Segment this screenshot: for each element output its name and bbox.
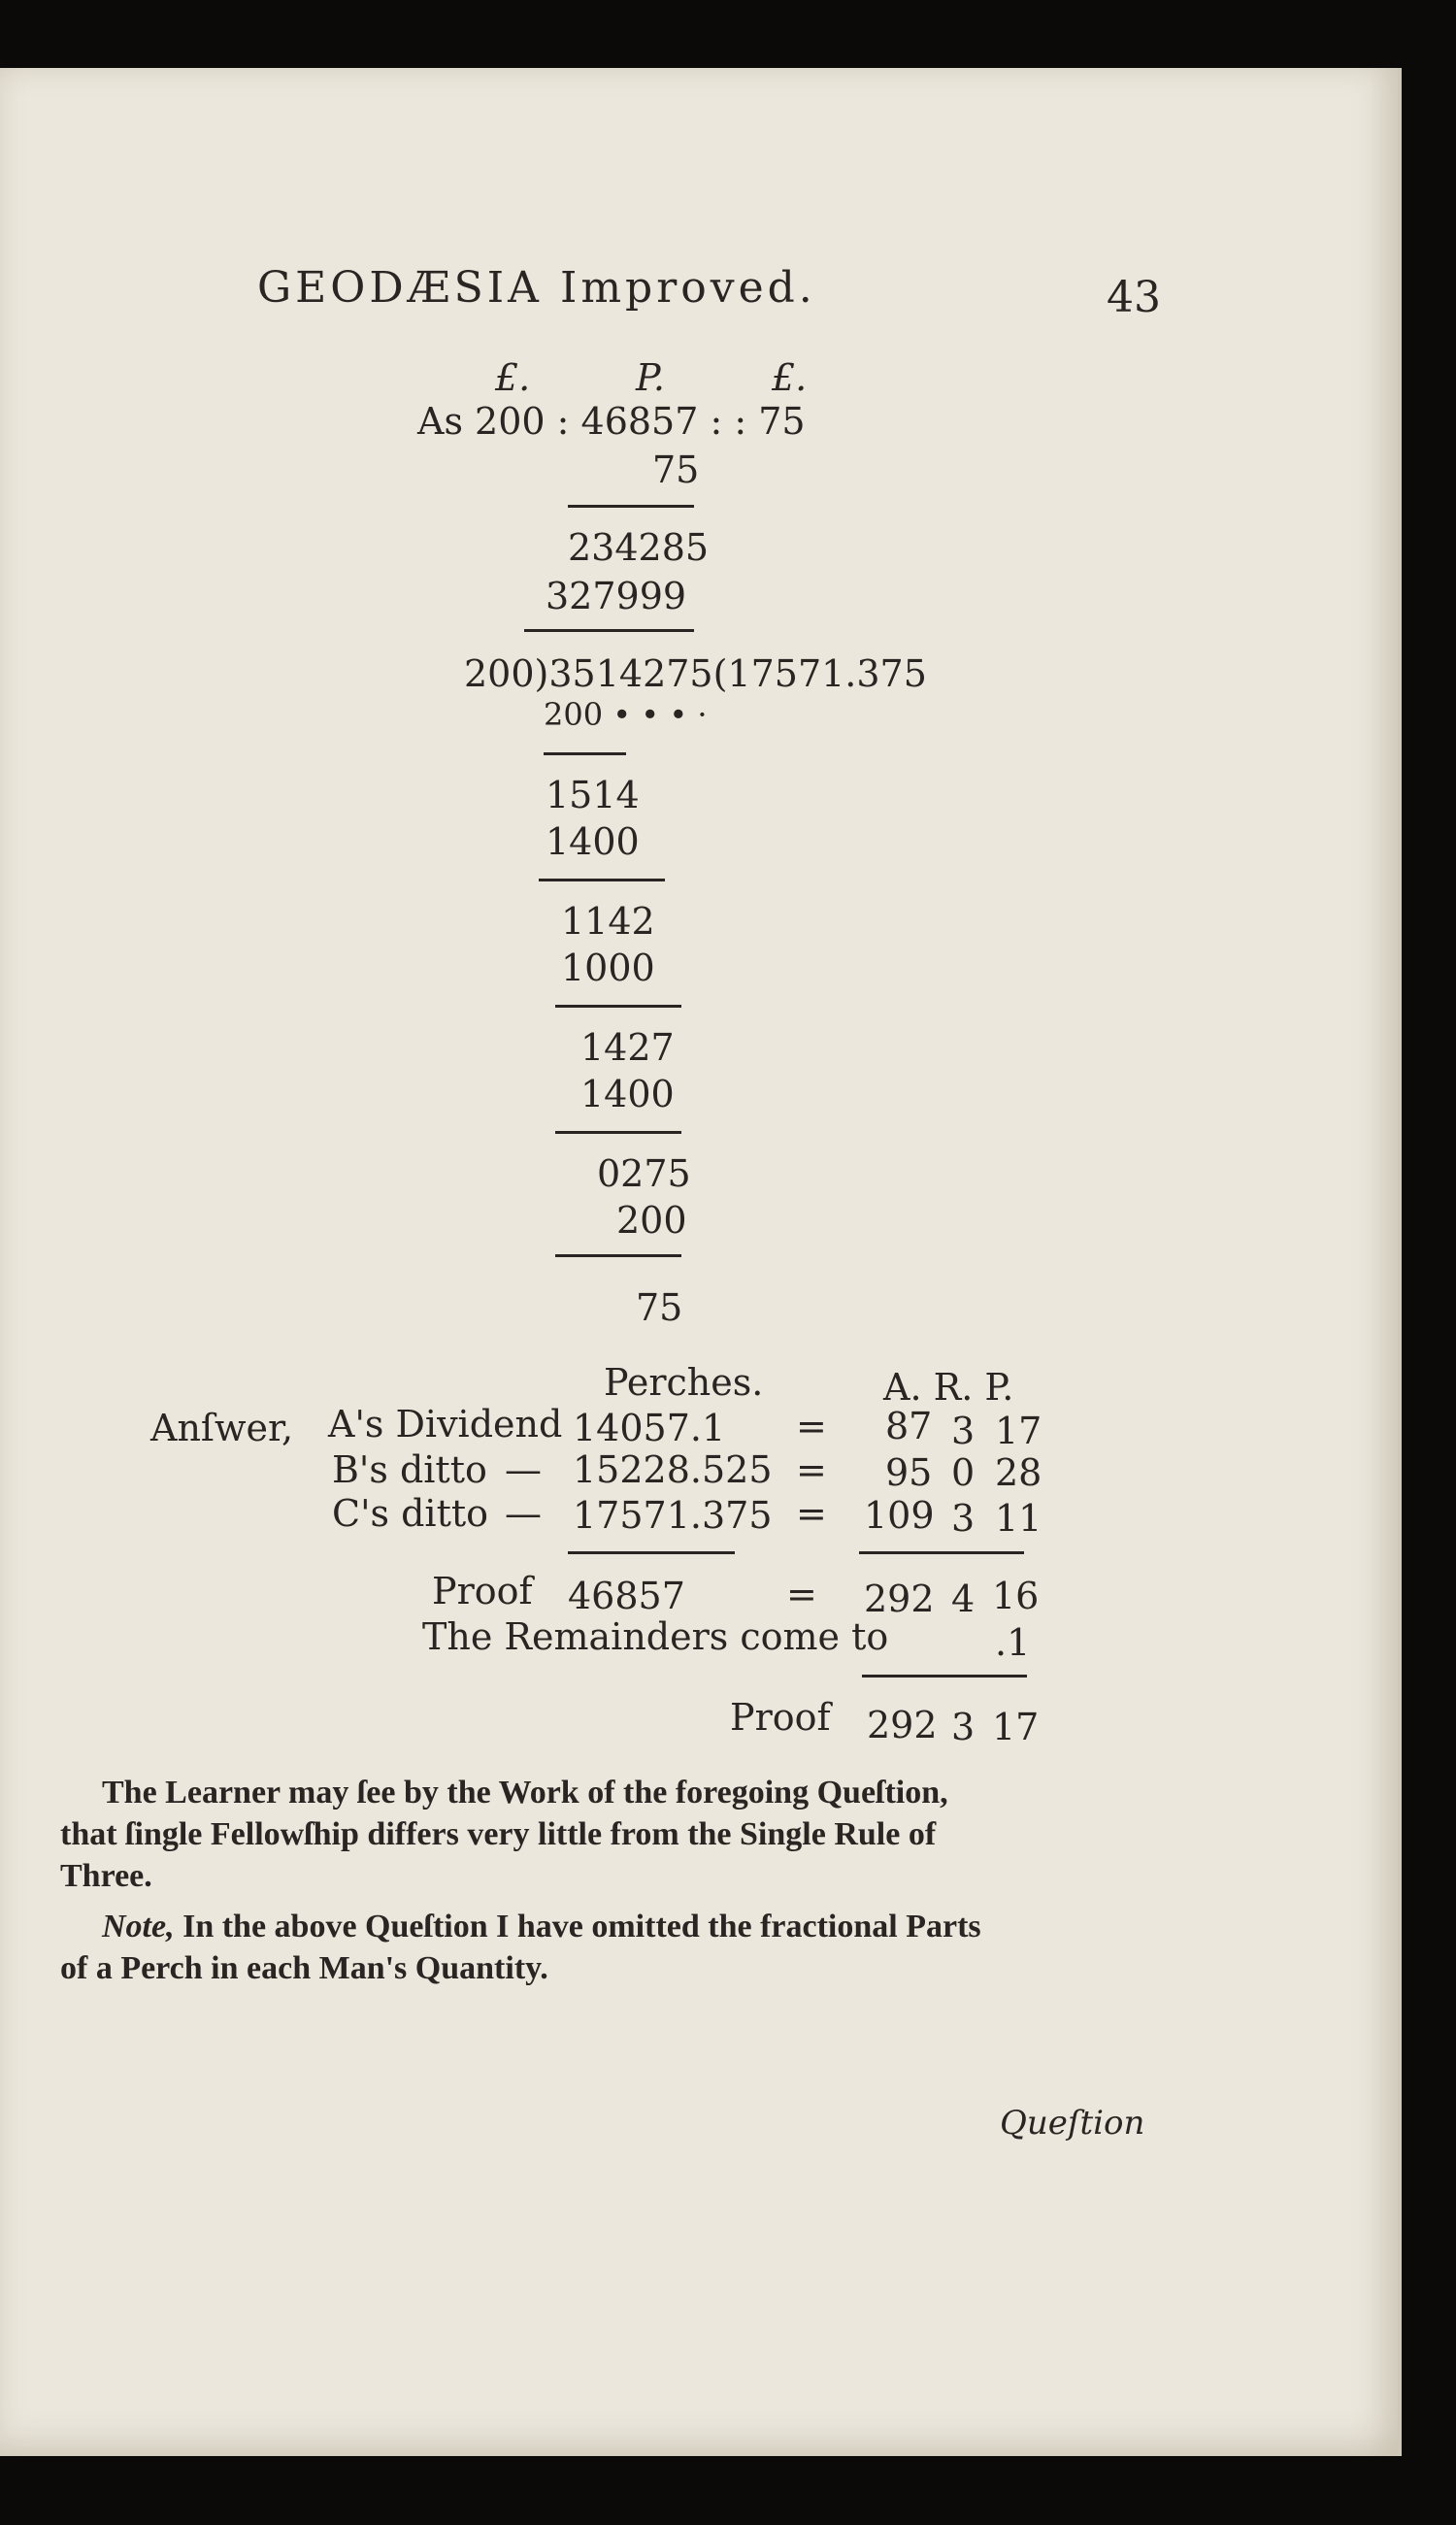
note-text: In the above Queſtion I have omitted the fractional Parts [174,1909,981,1944]
row-roods: 3 [951,1497,976,1540]
division-step: 1142 [561,900,655,943]
row-label: C's ditto [332,1492,488,1535]
rule [859,1551,1024,1554]
unit-pounds-2: £. [772,356,808,399]
rule [568,505,694,508]
unit-perches: P. [636,356,665,399]
row-perches-part: 17 [995,1410,1042,1452]
division-line: 200)3514275(17571.375 [464,652,927,695]
proof-perches-part: 16 [992,1575,1040,1617]
row-label: B's ditto [332,1448,487,1491]
rule [524,629,694,632]
final-proof-roods: 3 [951,1706,976,1748]
rule [555,1254,681,1257]
final-proof-label: Proof [730,1696,831,1739]
final-proof-acres: 292 [867,1704,938,1746]
book-page [0,68,1402,2456]
row-roods: 3 [951,1410,976,1452]
division-step: 1514 [546,774,640,816]
heading-arp: A. R. P. [883,1366,1014,1409]
row-acres: 109 [864,1494,935,1537]
row-perches: 15228.525 [573,1448,773,1491]
remainders-value: .1 [995,1621,1031,1664]
partial-product-1: 234285 [568,526,710,569]
row-dash: — [505,1492,542,1535]
row-perches-part: 28 [995,1451,1042,1494]
remainders-label: The Remainders come to [422,1615,889,1658]
multiplier: 75 [652,449,700,491]
paragraph-line: of a Perch in each Man's Quantity. [60,1950,548,1986]
note-line [102,1910,981,1944]
paragraph-line: Three. [60,1858,152,1894]
row-dash: — [505,1448,542,1491]
proof-equals: = [786,1573,817,1615]
division-step: 0275 [597,1152,691,1195]
row-equals: = [796,1492,827,1535]
division-step: 1400 [580,1073,675,1115]
proof-perches: 46857 [568,1575,685,1617]
division-step: 1400 [546,820,640,863]
rule [862,1675,1027,1678]
rule [568,1551,735,1554]
row-perches-part: 11 [995,1497,1042,1540]
catchword: Queſtion [1000,2104,1145,2143]
running-title: GEODÆSIA Improved. [257,263,816,313]
rule [539,879,665,881]
row-equals: = [796,1448,827,1491]
proof-label: Proof [432,1570,533,1612]
paragraph-line: The Learner may ſee by the Work of the foregoing Queſtion, [102,1775,948,1811]
rule [555,1131,681,1134]
proportion-statement: As 200 : 46857 : : 75 [417,400,806,443]
division-step: 200 [616,1199,687,1242]
answer-label: Anſwer, [150,1407,294,1449]
row-label: A's Dividend [328,1403,563,1445]
page-number: 43 [1107,273,1161,322]
partial-product-2: 327999 [546,575,687,617]
note-label: Note, [102,1909,175,1944]
row-acres: 95 [885,1451,933,1494]
rule [544,752,626,755]
division-remainder: 75 [636,1286,683,1329]
row-acres: 87 [885,1405,933,1447]
row-equals: = [796,1405,827,1447]
final-proof-perches-part: 17 [992,1706,1040,1748]
unit-pounds-1: £. [495,356,531,399]
paragraph-line: that ſingle Fellowſhip differs very little from the Single Rule of [60,1816,937,1852]
rule [555,1005,681,1008]
proof-roods: 4 [951,1578,976,1620]
proof-acres: 292 [864,1578,935,1620]
division-step: 1000 [561,947,655,989]
row-roods: 0 [951,1451,976,1494]
division-step: 1427 [580,1026,675,1069]
heading-perches: Perches. [604,1361,764,1404]
row-perches: 17571.375 [573,1494,773,1537]
row-perches: 14057.1 [573,1407,726,1449]
division-subtrahend: 200 • • • · [544,696,708,733]
